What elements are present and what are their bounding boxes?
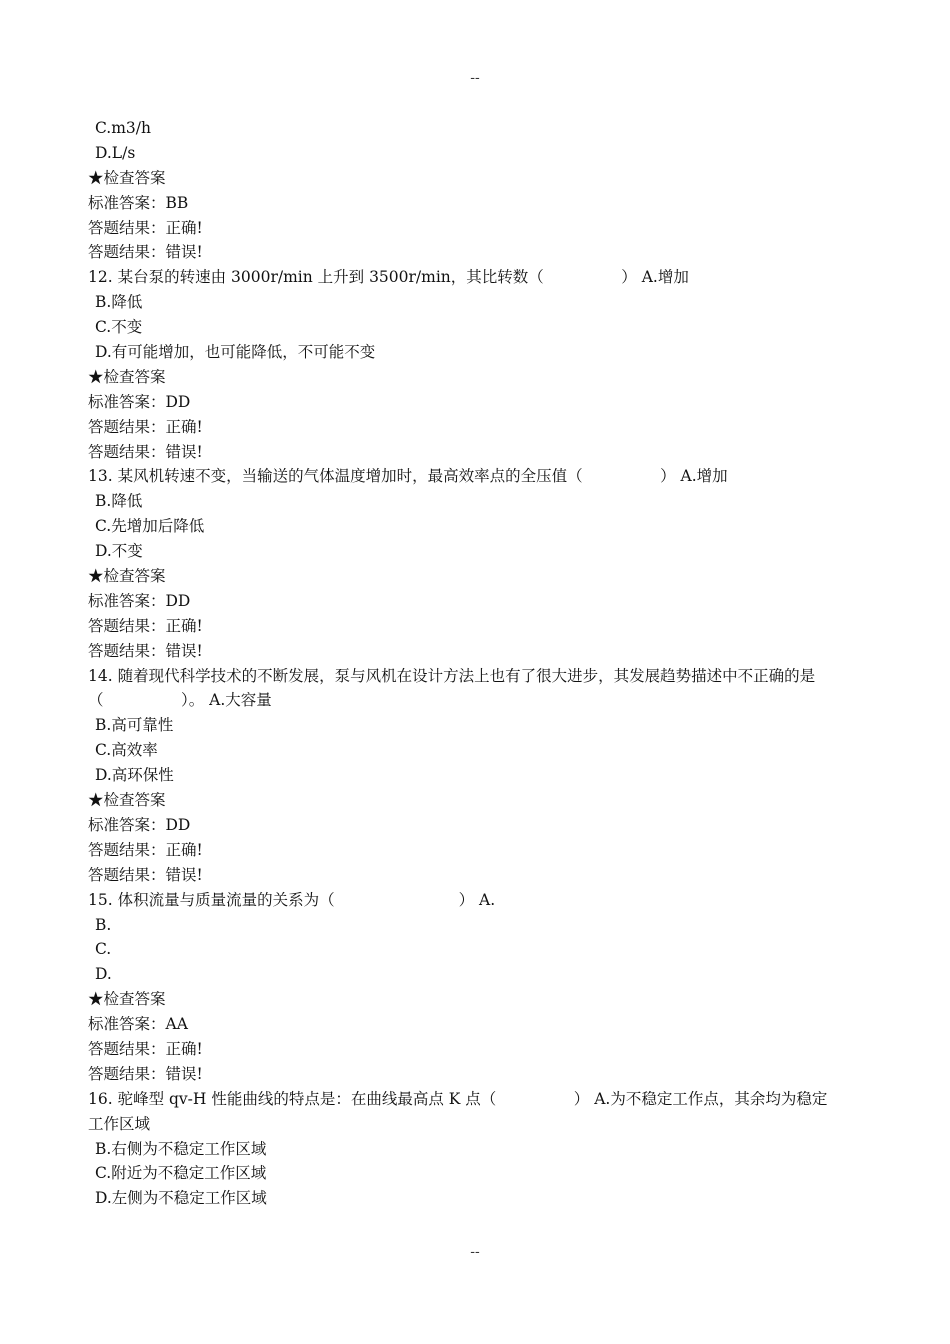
- standard-answer: 标准答案：BB: [88, 193, 189, 212]
- answer-result: 答题结果：正确!: [88, 840, 203, 859]
- check-answer-link[interactable]: ★检查答案: [88, 567, 166, 586]
- question-text: 12. 某台泵的转速由 3000r/min 上升到 3500r/min，其比转数（ ） A.增加: [88, 268, 689, 287]
- check-answer-link[interactable]: ★检查答案: [88, 168, 166, 187]
- answer-option: B.右侧为不稳定工作区域: [95, 1139, 267, 1158]
- standard-answer: 标准答案：DD: [88, 591, 191, 610]
- answer-option: B.降低: [95, 492, 143, 511]
- answer-option: C.先增加后降低: [95, 517, 205, 536]
- standard-answer: 标准答案：AA: [88, 1015, 188, 1034]
- answer-result: 答题结果：错误!: [88, 1064, 203, 1083]
- question-text: （ ）。 A.大容量: [88, 691, 272, 710]
- answer-option: C.m3/h: [95, 119, 151, 137]
- answer-result: 答题结果：错误!: [88, 641, 203, 660]
- check-answer-link[interactable]: ★检查答案: [88, 367, 166, 386]
- answer-result: 答题结果：错误!: [88, 442, 203, 461]
- answer-option: D.不变: [95, 542, 143, 561]
- answer-option: D.有可能增加，也可能降低，不可能不变: [95, 343, 376, 362]
- answer-option: B.: [95, 915, 112, 934]
- answer-option: C.高效率: [95, 741, 158, 760]
- check-answer-link[interactable]: ★检查答案: [88, 990, 166, 1009]
- answer-result: 答题结果：错误!: [88, 243, 203, 262]
- page-header-mark: --: [470, 70, 480, 86]
- question-text: 14. 随着现代科学技术的不断发展，泵与风机在设计方法上也有了很大进步，其发展趋势描述中不正确的是: [88, 666, 816, 685]
- question-text: 16. 驼峰型 qv-H 性能曲线的特点是：在曲线最高点 K 点（ ） A.为不稳定工作点，其余均为稳定: [88, 1089, 828, 1108]
- answer-option: C.不变: [95, 318, 143, 337]
- answer-result: 答题结果：错误!: [88, 865, 203, 884]
- standard-answer: 标准答案：DD: [88, 815, 191, 834]
- answer-option: D.L/s: [95, 143, 136, 162]
- question-text: 13. 某风机转速不变，当输送的气体温度增加时，最高效率点的全压值（ ） A.增加: [88, 467, 728, 486]
- answer-result: 答题结果：正确!: [88, 218, 203, 237]
- answer-option: D.: [95, 965, 112, 984]
- page-footer-mark: --: [470, 1244, 480, 1260]
- answer-option: C.附近为不稳定工作区域: [95, 1164, 267, 1183]
- answer-option: B.高可靠性: [95, 716, 174, 735]
- question-text: 15. 体积流量与质量流量的关系为（ ） A.: [88, 890, 496, 909]
- answer-result: 答题结果：正确!: [88, 616, 203, 635]
- answer-option: D.左侧为不稳定工作区域: [95, 1189, 267, 1208]
- answer-option: B.降低: [95, 293, 143, 312]
- answer-option: D.高环保性: [95, 766, 174, 785]
- document-body: [88, 116, 868, 1211]
- check-answer-link[interactable]: ★检查答案: [88, 791, 166, 810]
- question-text: 工作区域: [88, 1114, 151, 1133]
- answer-result: 答题结果：正确!: [88, 417, 203, 436]
- answer-result: 答题结果：正确!: [88, 1039, 203, 1058]
- standard-answer: 标准答案：DD: [88, 392, 191, 411]
- answer-option: C.: [95, 940, 112, 959]
